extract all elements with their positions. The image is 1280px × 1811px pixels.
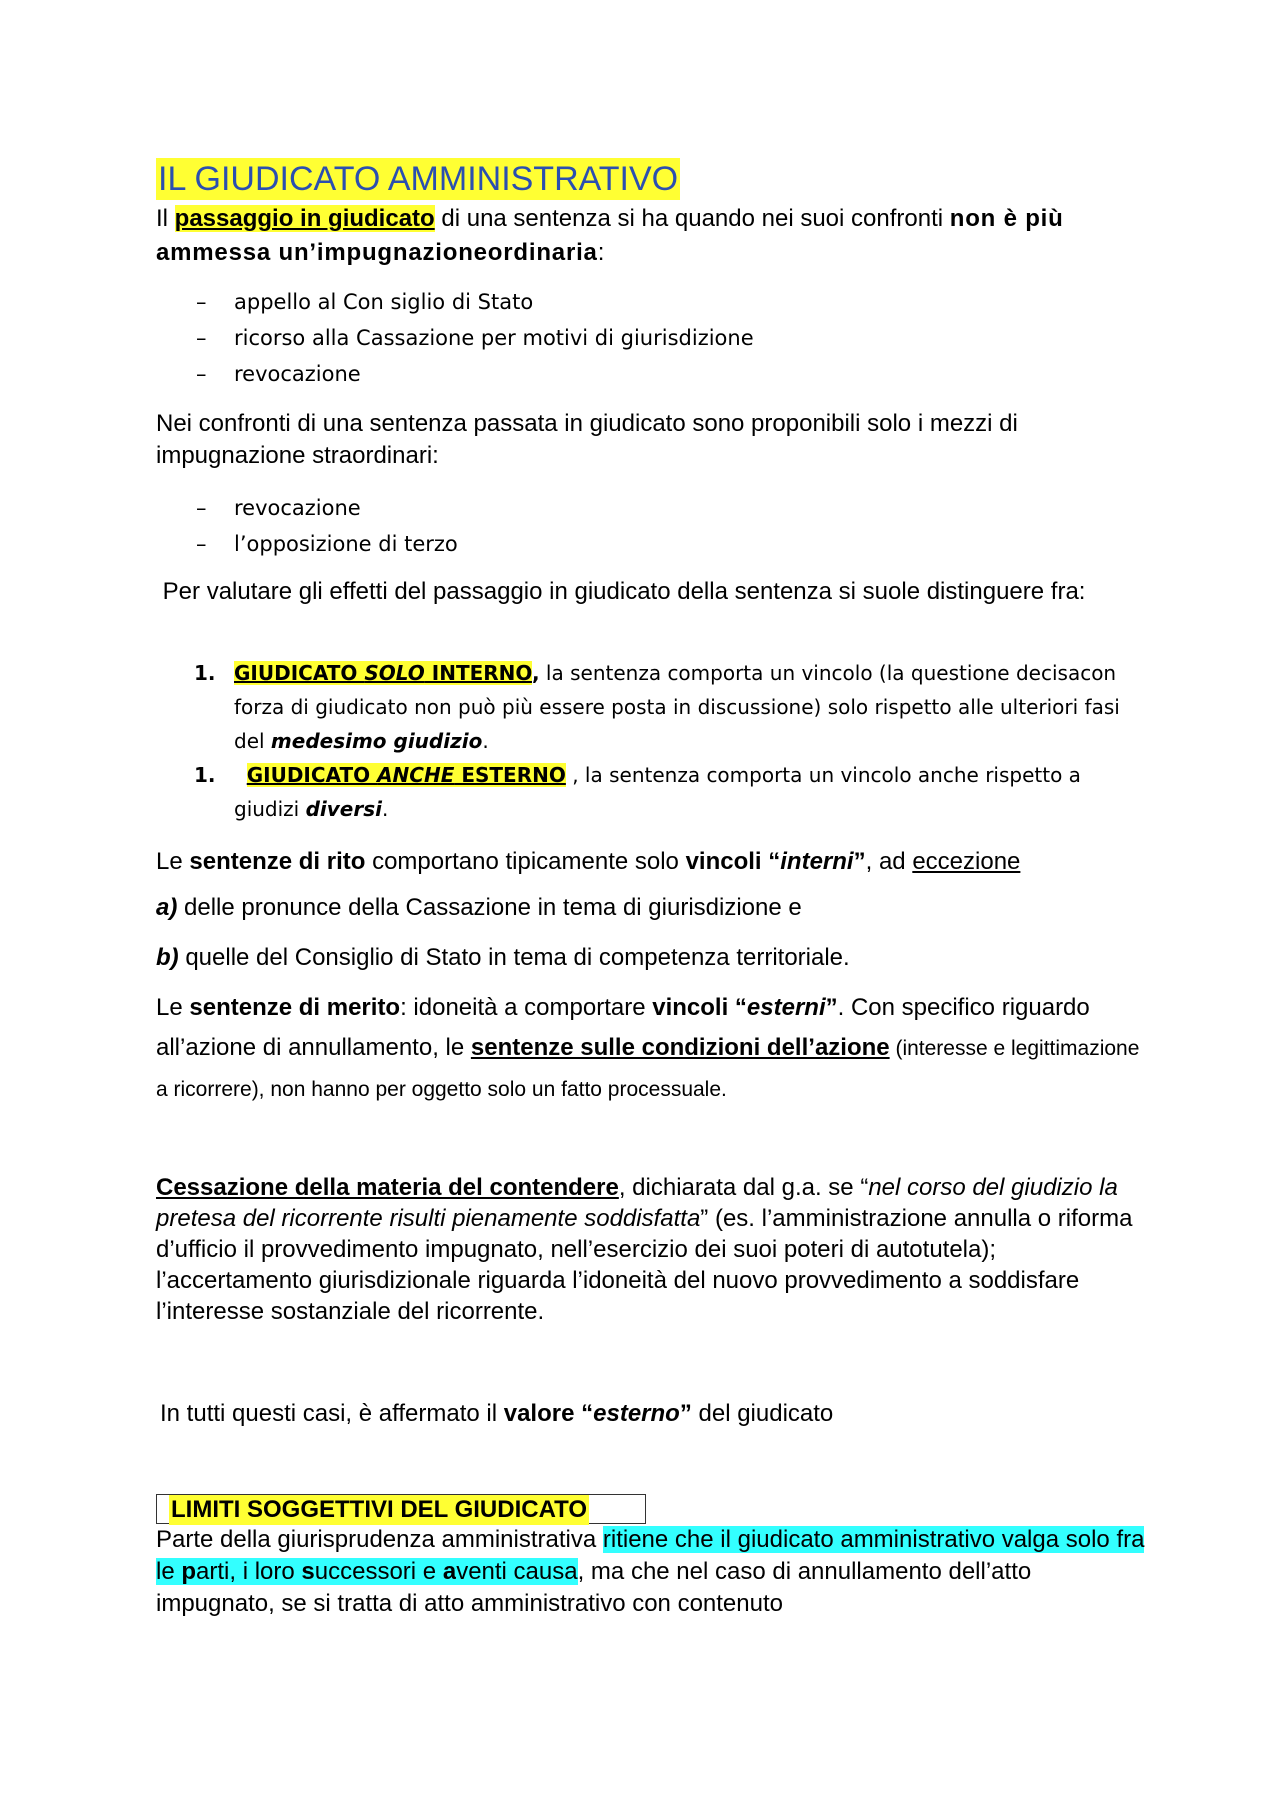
ordinary-remedies-list [156,284,1146,392]
cessazione-paragraph: Cessazione della materia del contendere, dichiarata dal g.a. se “nel corso del giudizio la pretesa del ricorrente risulti pienamente soddisfatta” (es. l’amministrazione annulla o riforma d’ufficio il provvedimento impugnato, nell’esercizio dei suoi poteri di autotutela); l’accertamento giurisdizionale riguarda l’idoneità del nuovo provvedimento a soddisfare l’interesse sostanziale del ricorrente. [156,1174,1133,1325]
list-item: – revocazione [196,362,361,386]
list-item: – ricorso alla Cassazione per motivi di giurisdizione [196,326,754,350]
conclusion-paragraph: In tutti questi casi, è affermato il valore “esterno” del giudicato [160,1400,834,1427]
sentenze-di-merito-paragraph: Le sentenze di merito: idoneità a comportare vincoli “esterni”. Con specifico riguardo all’azione di annullamento, le sentenze sulle condizioni dell’azione (interesse e legittimazione a ricorrere), non hanno per oggetto solo un fatto processuale. [156,994,1140,1101]
term-passaggio-in-giudicato: passaggio in giudicato [174,205,435,232]
giudicato-interno-label: GIUDICATO SOLO INTERNO [234,661,532,685]
list-item-giudicato-esterno: 1. GIUDICATO ANCHE ESTERNO , la sentenza comporta un vincolo anche rispetto a giudizi diversi. [194,763,1081,821]
giudicato-esterno-label: GIUDICATO ANCHE ESTERNO [246,763,566,787]
intro-paragraph: Il passaggio in giudicato di una sentenza si ha quando nei suoi confronti non è più ammessa un’impugnazioneordinaria: [156,205,1064,266]
list-item: – appello al Con siglio di Stato [196,290,534,314]
sentenze-di-rito-paragraph: Le sentenze di rito comportano tipicamente solo vincoli “interni”, ad eccezione [156,848,1021,875]
extraordinary-intro: Nei confronti di una sentenza passata in giudicato sono proponibili solo i mezzi di impugnazione straordinari: [156,410,1018,469]
page-title: IL GIUDICATO AMMINISTRATIVO [158,160,679,198]
section-heading-box [156,1494,646,1524]
limiti-paragraph: Parte della giurisprudenza amministrativa ritiene che il giudicato amministrativo valga solo fra le parti, i loro successori e aventi causa, ma che nel caso di annullamento dell’atto impugnato, se si tratta di atto amministrativo con contenuto [156,1526,1145,1617]
section-heading: LIMITI SOGGETTIVI DEL GIUDICATO [171,1496,588,1523]
eccezione-b: b) quelle del Consiglio di Stato in tema di competenza territoriale. [156,944,850,971]
list-item: – revocazione [196,496,361,520]
extraordinary-remedies-list [156,490,1146,562]
giudicato-types-list [156,656,1146,826]
list-item-giudicato-interno: 1. GIUDICATO SOLO INTERNO, la sentenza comporta un vincolo (la questione decisacon forza di giudicato non può più essere posta in discussione) solo rispetto alle ulteriori fasi del medesimo giudizio. [194,661,1120,753]
list-item: – l’opposizione di terzo [196,532,458,556]
effects-intro: Per valutare gli effetti del passaggio in giudicato della sentenza si suole distinguere fra: [162,578,1086,605]
eccezione-a: a) delle pronunce della Cassazione in tema di giurisdizione e [156,894,802,921]
